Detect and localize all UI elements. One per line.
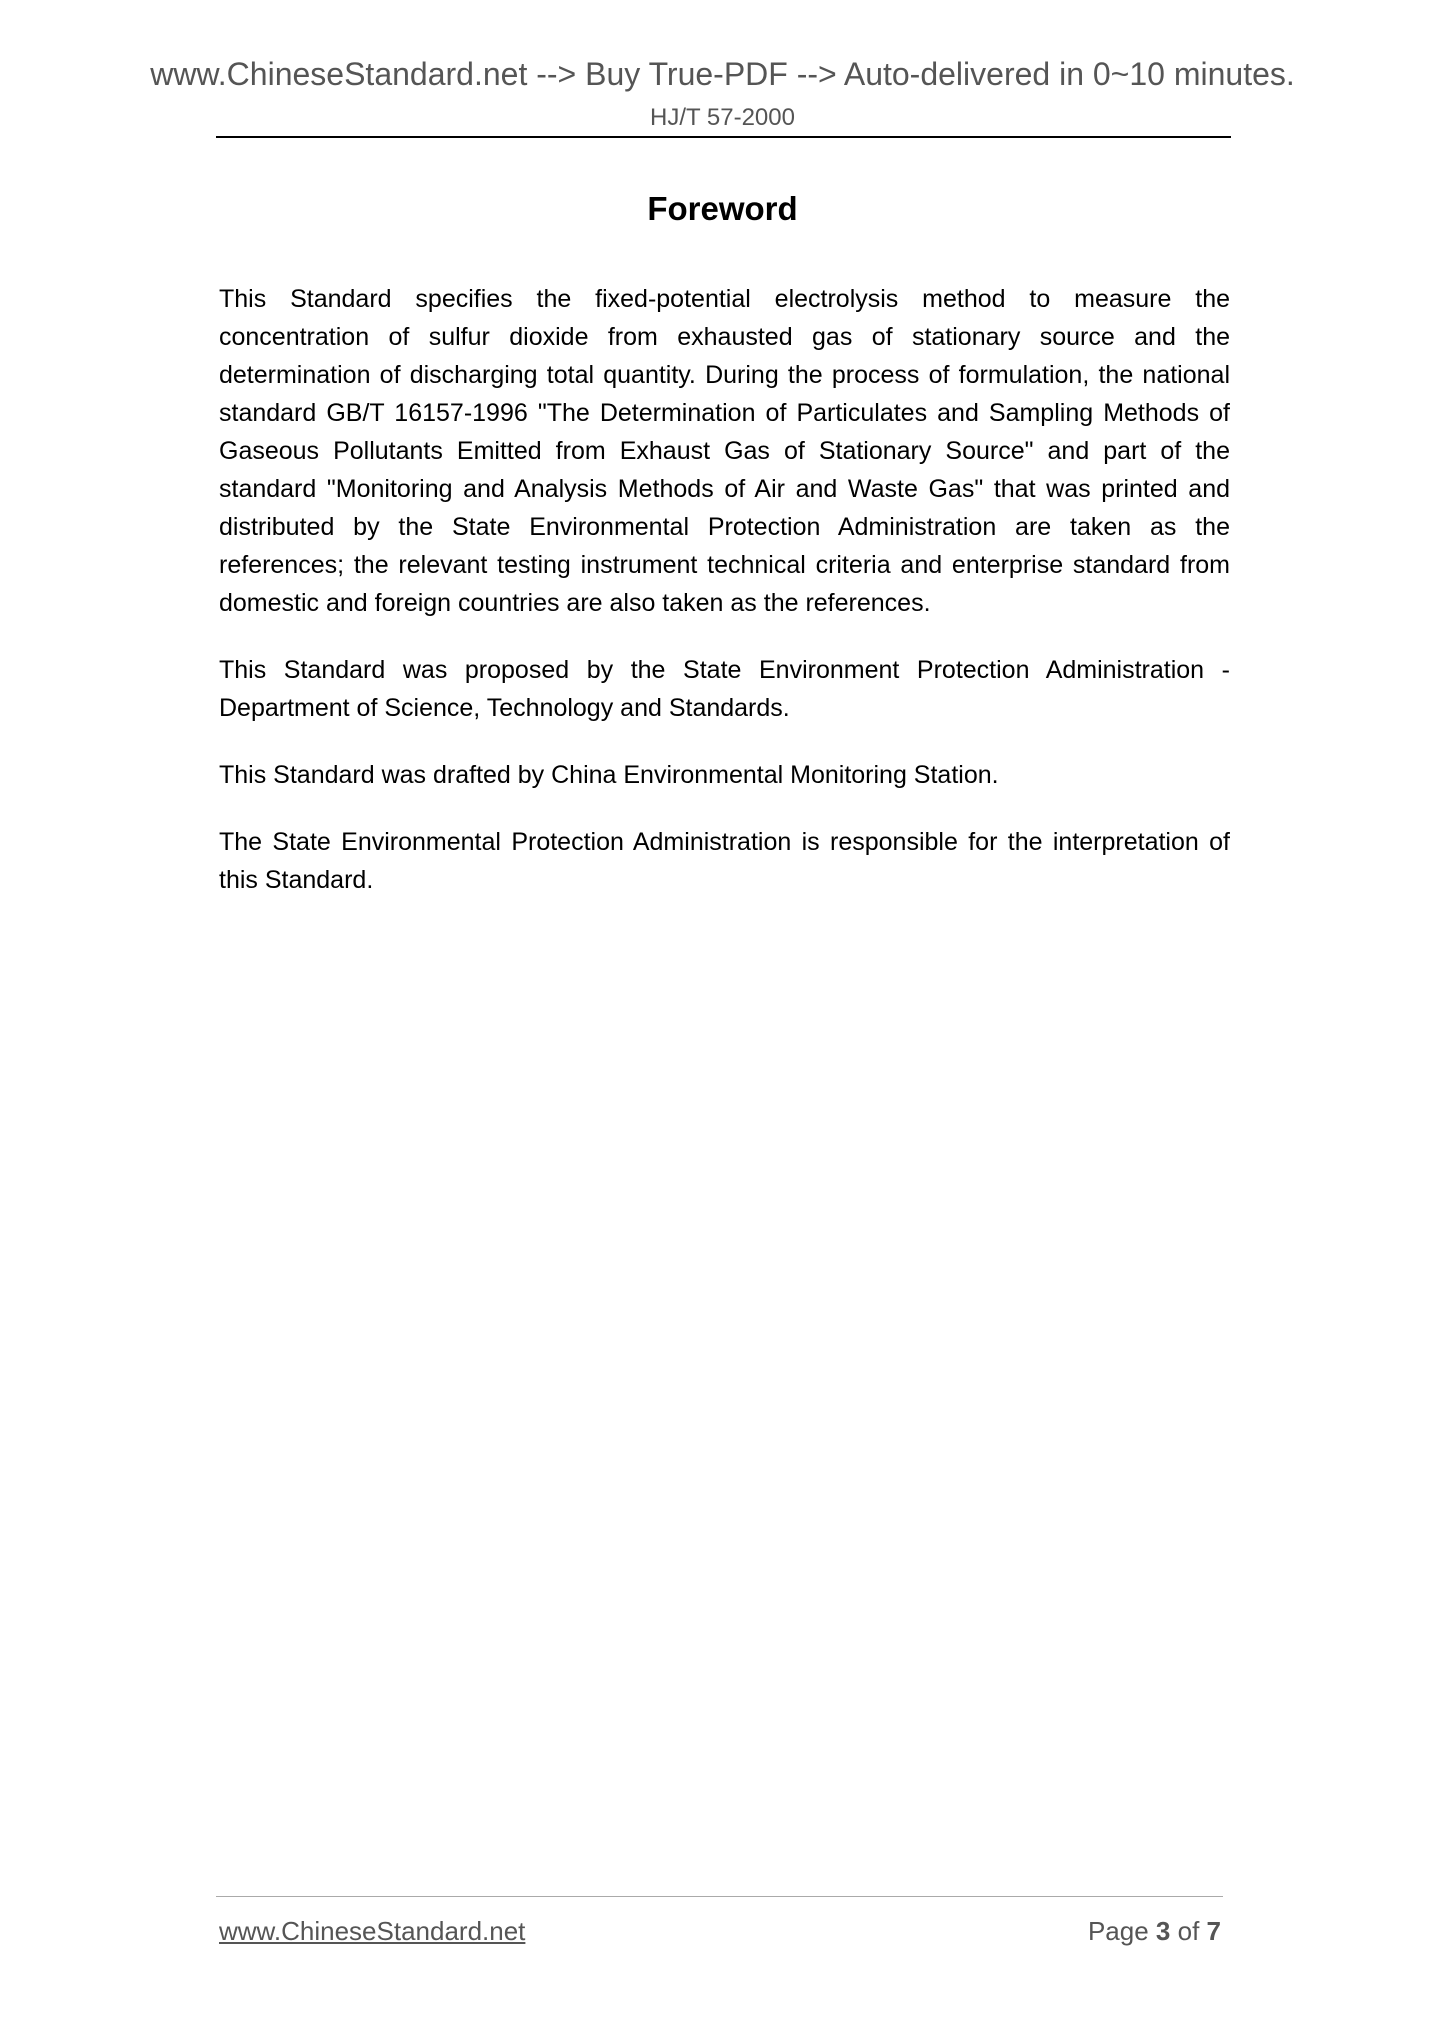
paragraph-interpretation: The State Environmental Protection Administration is responsible for the interpretation of this Standard. <box>219 828 1230 894</box>
body-text <box>219 280 1230 928</box>
document-code: HJ/T 57-2000 <box>650 104 795 131</box>
total-pages: 7 <box>1206 1916 1221 1946</box>
page-label: Page <box>1087 1916 1149 1946</box>
paragraph-proposer: This Standard was proposed by the State Environment Protection Administration - Department of Science, Technology and Standards. <box>219 656 1230 722</box>
footer-divider <box>216 1896 1223 1897</box>
page-of-label: of <box>1177 1916 1200 1946</box>
paragraph-drafter: This Standard was drafted by China Environmental Monitoring Station. <box>219 761 999 789</box>
paragraph-scope: This Standard specifies the fixed-potential electrolysis method to measure the concentration of sulfur dioxide from exhausted gas of stationary source and the determination of discharging total quantity. During the process of formulation, the national standard GB/T 16157-1996 "The Determination of Particulates and Sampling Methods of Gaseous Pollutants Emitted from Exhaust Gas of Stationary Source" and part of the standard "Monitoring and Analysis Methods of Air and Waste Gas" that was printed and distributed by the State Environmental Protection Administration are taken as the references; the relevant testing instrument technical criteria and enterprise standard from domestic and foreign countries are also taken as the references. <box>219 285 1230 617</box>
header-divider <box>216 136 1231 138</box>
page-number <box>1088 1916 1221 1947</box>
header-banner: www.ChineseStandard.net --> Buy True-PDF --> Auto-delivered in 0~10 minutes. <box>150 56 1295 92</box>
page-title: Foreword <box>647 190 798 227</box>
current-page: 3 <box>1155 1916 1171 1946</box>
footer-website-link[interactable]: www.ChineseStandard.net <box>219 1916 526 1946</box>
